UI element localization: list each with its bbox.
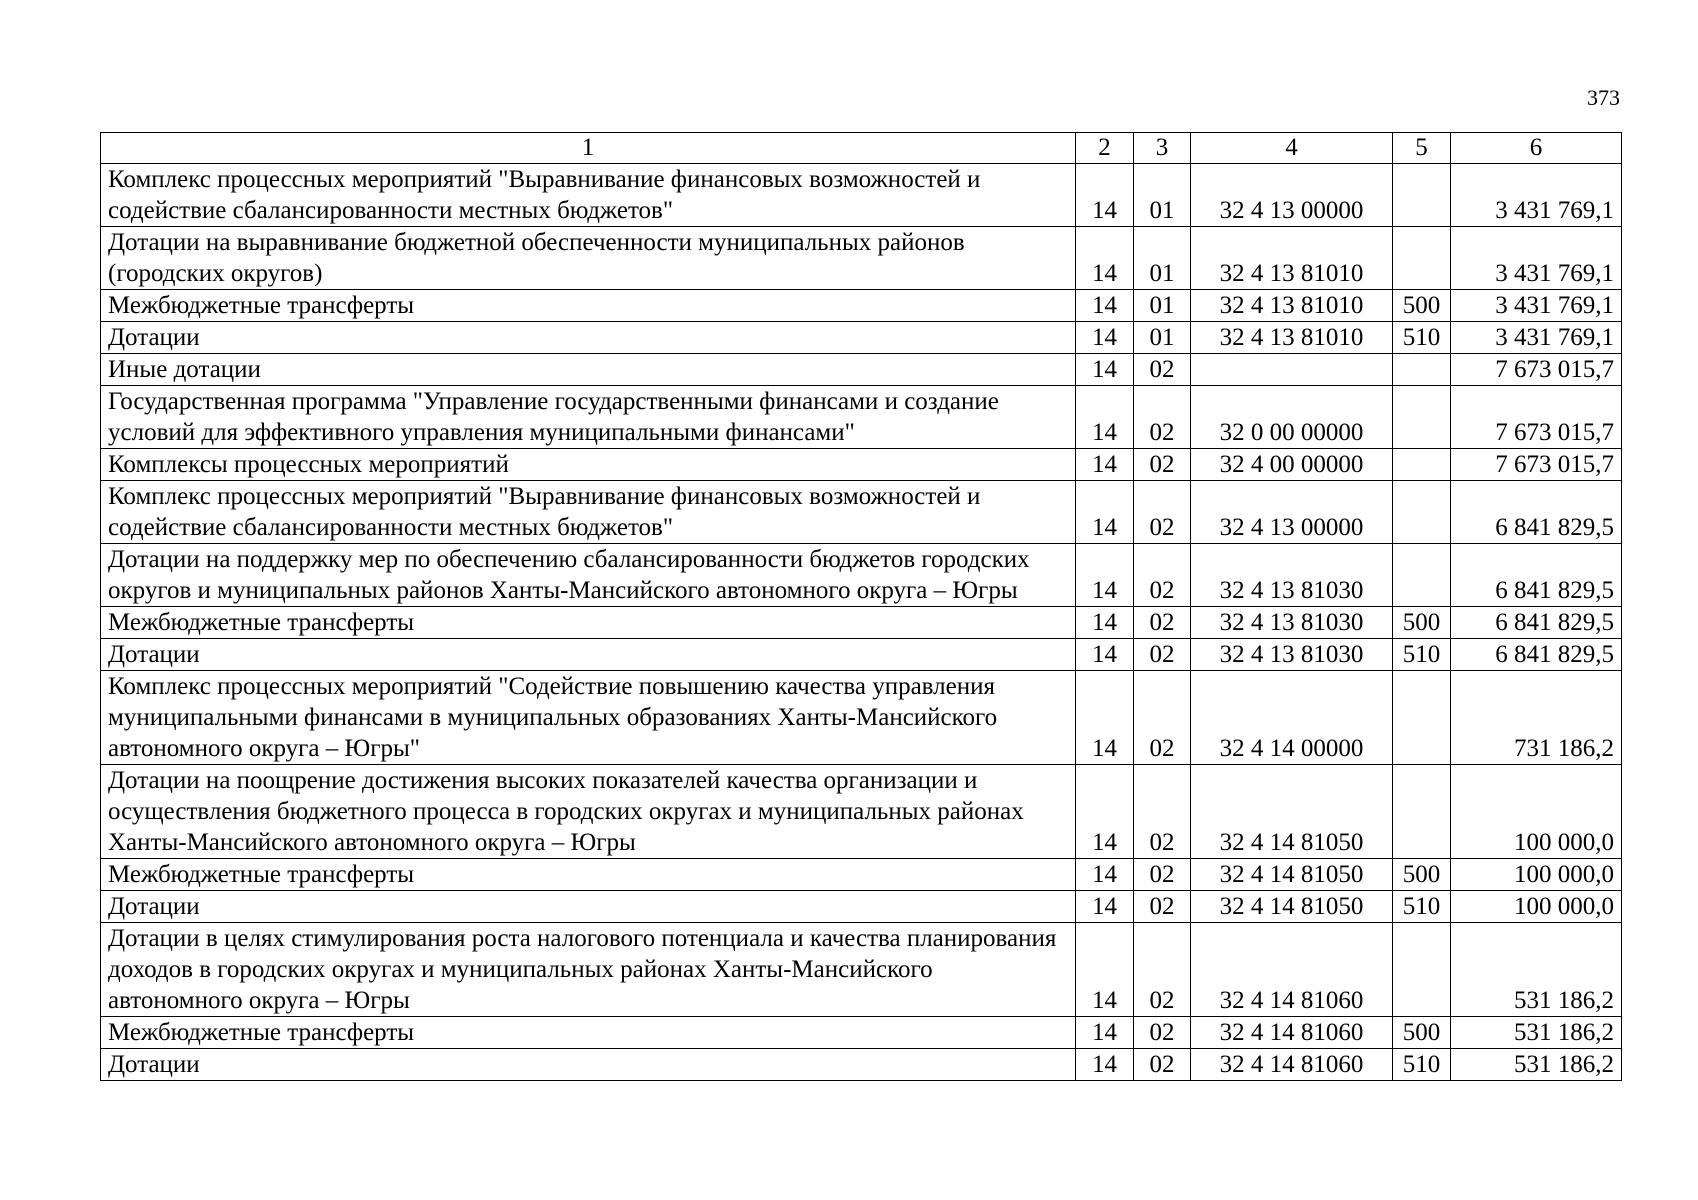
- row-target-code: 32 4 00 00000: [1191, 449, 1393, 481]
- table-body: [101, 164, 1622, 1081]
- row-name: Дотации на выравнивание бюджетной обеспеченности муниципальных районов (городских округов): [101, 227, 1076, 290]
- row-name: Комплекс процессных мероприятий "Выравнивание финансовых возможностей и содействие сбалансированности местных бюджетов": [101, 164, 1076, 227]
- row-subsection: 02: [1134, 544, 1191, 607]
- row-amount: 6 841 829,5: [1451, 544, 1622, 607]
- table-row: [101, 1049, 1622, 1081]
- row-amount: 6 841 829,5: [1451, 639, 1622, 671]
- row-subsection: 01: [1134, 322, 1191, 354]
- row-expense-type: [1393, 449, 1451, 481]
- row-section: 14: [1076, 386, 1134, 449]
- header-col-2: 2: [1076, 133, 1134, 164]
- row-subsection: 01: [1134, 290, 1191, 322]
- row-section: 14: [1076, 164, 1134, 227]
- header-row: [101, 133, 1622, 164]
- row-subsection: 02: [1134, 639, 1191, 671]
- row-target-code: 32 4 13 81030: [1191, 544, 1393, 607]
- row-target-code: 32 4 14 81060: [1191, 1049, 1393, 1081]
- row-target-code: 32 4 14 81050: [1191, 891, 1393, 923]
- header-col-5: 5: [1393, 133, 1451, 164]
- row-amount: 7 673 015,7: [1451, 449, 1622, 481]
- row-subsection: 02: [1134, 1049, 1191, 1081]
- row-name: Комплекс процессных мероприятий "Выравнивание финансовых возможностей и содействие сбалансированности местных бюджетов": [101, 481, 1076, 544]
- row-name: Дотации: [101, 322, 1076, 354]
- row-expense-type: 500: [1393, 859, 1451, 891]
- row-target-code: 32 4 13 81030: [1191, 639, 1393, 671]
- table-row: [101, 164, 1622, 227]
- row-target-code: 32 4 13 00000: [1191, 164, 1393, 227]
- row-subsection: 02: [1134, 354, 1191, 386]
- row-amount: 3 431 769,1: [1451, 164, 1622, 227]
- row-name: Межбюджетные трансферты: [101, 290, 1076, 322]
- row-expense-type: 500: [1393, 607, 1451, 639]
- row-target-code: 32 0 00 00000: [1191, 386, 1393, 449]
- row-name: Межбюджетные трансферты: [101, 607, 1076, 639]
- table-row: [101, 227, 1622, 290]
- row-section: 14: [1076, 671, 1134, 765]
- row-amount: 731 186,2: [1451, 671, 1622, 765]
- row-section: 14: [1076, 1049, 1134, 1081]
- row-section: 14: [1076, 639, 1134, 671]
- row-expense-type: 500: [1393, 290, 1451, 322]
- table-row: [101, 1017, 1622, 1049]
- row-amount: 531 186,2: [1451, 1049, 1622, 1081]
- row-subsection: 02: [1134, 449, 1191, 481]
- table-row: [101, 923, 1622, 1017]
- header-col-3: 3: [1134, 133, 1191, 164]
- row-amount: 100 000,0: [1451, 891, 1622, 923]
- table-row: [101, 607, 1622, 639]
- row-section: 14: [1076, 227, 1134, 290]
- row-target-code: 32 4 13 81010: [1191, 227, 1393, 290]
- table-row: [101, 449, 1622, 481]
- row-name: Межбюджетные трансферты: [101, 859, 1076, 891]
- row-subsection: 01: [1134, 164, 1191, 227]
- table-row: [101, 481, 1622, 544]
- row-name: Дотации: [101, 891, 1076, 923]
- table-row: [101, 290, 1622, 322]
- row-amount: 7 673 015,7: [1451, 386, 1622, 449]
- row-subsection: 02: [1134, 859, 1191, 891]
- row-subsection: 02: [1134, 607, 1191, 639]
- row-section: 14: [1076, 1017, 1134, 1049]
- row-target-code: 32 4 13 81010: [1191, 322, 1393, 354]
- row-section: 14: [1076, 290, 1134, 322]
- row-name: Дотации: [101, 639, 1076, 671]
- row-subsection: 02: [1134, 481, 1191, 544]
- row-subsection: 02: [1134, 923, 1191, 1017]
- table-row: [101, 354, 1622, 386]
- row-subsection: 02: [1134, 671, 1191, 765]
- row-name: Дотации: [101, 1049, 1076, 1081]
- row-expense-type: 510: [1393, 1049, 1451, 1081]
- row-target-code: 32 4 13 00000: [1191, 481, 1393, 544]
- table-row: [101, 859, 1622, 891]
- row-section: 14: [1076, 765, 1134, 859]
- row-section: 14: [1076, 607, 1134, 639]
- row-subsection: 02: [1134, 386, 1191, 449]
- row-amount: 100 000,0: [1451, 859, 1622, 891]
- row-expense-type: 500: [1393, 1017, 1451, 1049]
- row-amount: 531 186,2: [1451, 923, 1622, 1017]
- row-name: Дотации на поощрение достижения высоких показателей качества организации и осуществления бюджетного процесса в городских округах и муниципальных районах Ханты-Мансийского автономного округа – Югры: [101, 765, 1076, 859]
- row-target-code: [1191, 354, 1393, 386]
- row-section: 14: [1076, 859, 1134, 891]
- row-name: Межбюджетные трансферты: [101, 1017, 1076, 1049]
- row-subsection: 02: [1134, 1017, 1191, 1049]
- row-amount: 3 431 769,1: [1451, 227, 1622, 290]
- row-name: Комплекс процессных мероприятий "Содействие повышению качества управления муниципальными финансами в муниципальных образованиях Ханты-Мансийского автономного округа – Югры": [101, 671, 1076, 765]
- row-target-code: 32 4 14 00000: [1191, 671, 1393, 765]
- row-name: Иные дотации: [101, 354, 1076, 386]
- row-expense-type: [1393, 386, 1451, 449]
- row-expense-type: [1393, 354, 1451, 386]
- row-expense-type: [1393, 544, 1451, 607]
- row-section: 14: [1076, 923, 1134, 1017]
- header-col-1: 1: [101, 133, 1076, 164]
- row-amount: 7 673 015,7: [1451, 354, 1622, 386]
- row-target-code: 32 4 13 81010: [1191, 290, 1393, 322]
- row-section: 14: [1076, 449, 1134, 481]
- table-row: [101, 639, 1622, 671]
- table-row: [101, 671, 1622, 765]
- row-amount: 6 841 829,5: [1451, 481, 1622, 544]
- row-name: Комплексы процессных мероприятий: [101, 449, 1076, 481]
- row-expense-type: 510: [1393, 639, 1451, 671]
- row-name: Государственная программа "Управление государственными финансами и создание условий для эффективного управления муниципальными финансами": [101, 386, 1076, 449]
- row-target-code: 32 4 14 81060: [1191, 1017, 1393, 1049]
- header-col-6: 6: [1451, 133, 1622, 164]
- table-row: [101, 765, 1622, 859]
- row-expense-type: [1393, 481, 1451, 544]
- row-subsection: 02: [1134, 891, 1191, 923]
- row-amount: 3 431 769,1: [1451, 290, 1622, 322]
- row-expense-type: [1393, 227, 1451, 290]
- row-name: Дотации на поддержку мер по обеспечению сбалансированности бюджетов городских округов и муниципальных районов Ханты-Мансийского автономного округа – Югры: [101, 544, 1076, 607]
- row-amount: 3 431 769,1: [1451, 322, 1622, 354]
- page-number: 373: [1587, 85, 1620, 110]
- budget-table: [100, 132, 1622, 1081]
- row-target-code: 32 4 14 81050: [1191, 765, 1393, 859]
- row-section: 14: [1076, 354, 1134, 386]
- row-subsection: 01: [1134, 227, 1191, 290]
- table-row: [101, 891, 1622, 923]
- table-row: [101, 544, 1622, 607]
- row-section: 14: [1076, 322, 1134, 354]
- table-row: [101, 386, 1622, 449]
- row-expense-type: [1393, 923, 1451, 1017]
- row-amount: 100 000,0: [1451, 765, 1622, 859]
- row-name: Дотации в целях стимулирования роста налогового потенциала и качества планирования доходов в городских округах и муниципальных районах Ханты-Мансийского автономного округа – Югры: [101, 923, 1076, 1017]
- row-expense-type: [1393, 671, 1451, 765]
- row-expense-type: [1393, 164, 1451, 227]
- row-section: 14: [1076, 891, 1134, 923]
- row-expense-type: 510: [1393, 891, 1451, 923]
- row-amount: 6 841 829,5: [1451, 607, 1622, 639]
- row-section: 14: [1076, 481, 1134, 544]
- row-amount: 531 186,2: [1451, 1017, 1622, 1049]
- header-col-4: 4: [1191, 133, 1393, 164]
- row-section: 14: [1076, 544, 1134, 607]
- row-subsection: 02: [1134, 765, 1191, 859]
- table-row: [101, 322, 1622, 354]
- row-target-code: 32 4 14 81060: [1191, 923, 1393, 1017]
- row-target-code: 32 4 14 81050: [1191, 859, 1393, 891]
- row-expense-type: [1393, 765, 1451, 859]
- row-expense-type: 510: [1393, 322, 1451, 354]
- row-target-code: 32 4 13 81030: [1191, 607, 1393, 639]
